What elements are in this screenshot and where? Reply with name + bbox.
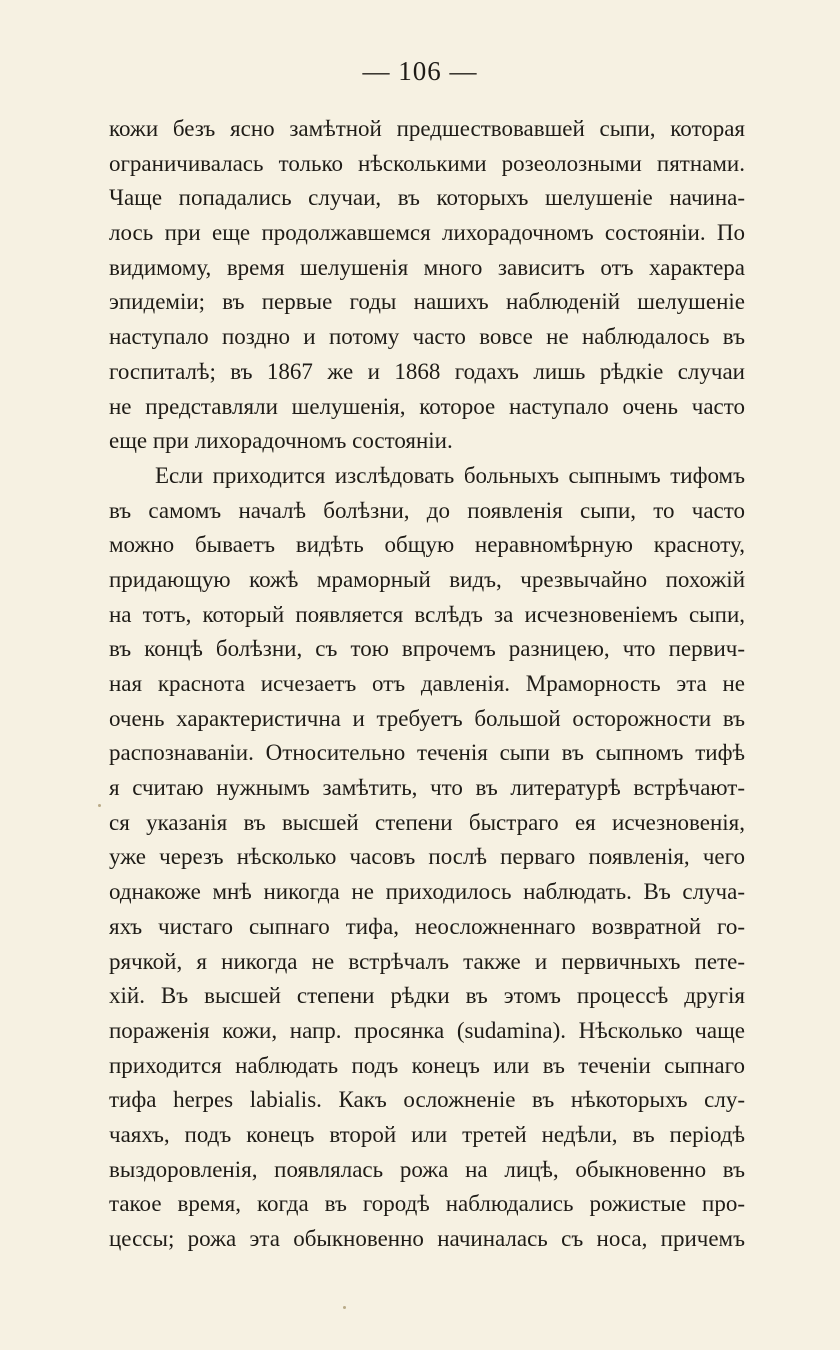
text-line: уже черезъ нѣсколько часовъ послѣ перваго появленія, чего bbox=[109, 844, 745, 870]
text-line: на тотъ, который появляется вслѣдъ за исчезновеніемъ сыпи, bbox=[109, 601, 745, 627]
text-line: выздоровленія, появлялась рожа на лицѣ, обыкновенно въ bbox=[109, 1156, 745, 1182]
paper-speck bbox=[98, 804, 101, 807]
text-line: наступало поздно и потому часто вовсе не наблюдалось въ bbox=[109, 324, 745, 350]
text-line: однакоже мнѣ никогда не приходилось наблюдать. Въ случа- bbox=[109, 879, 745, 905]
page-number: — 106 — bbox=[362, 56, 478, 86]
text-line: видимому, время шелушенія много зависитъ отъ характера bbox=[109, 254, 745, 280]
text-line: распознаваніи. Относительно теченія сыпи въ сыпномъ тифѣ bbox=[109, 740, 745, 766]
text-line: приходится наблюдать подъ конецъ или въ теченіи сыпнаго bbox=[109, 1052, 745, 1078]
text-line: ся указанія въ высшей степени быстраго ея исчезновенія, bbox=[109, 809, 745, 835]
body-text bbox=[109, 112, 745, 1257]
text-line: придающую кожѣ мраморный видъ, чрезвычайно похожій bbox=[109, 566, 745, 592]
text-line: эпидеміи; въ первые годы нашихъ наблюденій шелушеніе bbox=[109, 289, 745, 315]
text-line: лось при еще продолжавшемся лихорадочномъ состояніи. По bbox=[109, 220, 745, 246]
text-line: еще при лихорадочномъ состояніи. bbox=[109, 428, 453, 454]
paper-speck bbox=[343, 1306, 346, 1309]
text-line: чаяхъ, подъ конецъ второй или третей недѣли, въ періодѣ bbox=[109, 1121, 745, 1147]
text-line: цессы; рожа эта обыкновенно начиналась съ носа, причемъ bbox=[109, 1226, 745, 1251]
paragraph-1 bbox=[109, 112, 745, 459]
text-line: такое время, когда въ городѣ наблюдались рожистые про- bbox=[109, 1191, 745, 1217]
text-line: ная краснота исчезаетъ отъ давленія. Мраморность эта не bbox=[109, 671, 745, 696]
text-line: Если приходится изслѣдовать больныхъ сыпнымъ тифомъ bbox=[155, 462, 745, 488]
text-line: яхъ чистаго сыпнаго тифа, неосложненнаго возвратной го- bbox=[109, 913, 745, 939]
text-line: пораженія кожи, напр. просянка (sudamina). Нѣсколько чаще bbox=[109, 1017, 745, 1043]
text-line: Чаще попадались случаи, въ которыхъ шелушеніе начина- bbox=[109, 185, 745, 211]
text-line: можно бываетъ видѣть общую неравномѣрную красноту, bbox=[109, 532, 745, 558]
text-line: госпиталѣ; въ 1867 же и 1868 годахъ лишь рѣдкіе случаи bbox=[109, 358, 745, 384]
paragraph-2 bbox=[109, 459, 745, 1257]
text-line: не представляли шелушенія, которое наступало очень часто bbox=[109, 393, 745, 419]
text-line: очень характеристична и требуетъ большой осторожности въ bbox=[109, 705, 745, 731]
text-line: тифа herpes labialis. Какъ осложненіе въ нѣкоторыхъ слу- bbox=[109, 1087, 745, 1113]
text-line: я считаю нужнымъ замѣтить, что въ литературѣ встрѣчают- bbox=[109, 775, 745, 801]
text-line: рячкой, я никогда не встрѣчалъ также и первичныхъ пете- bbox=[109, 948, 745, 974]
text-line: ограничивалась только нѣсколькими розеолозными пятнами. bbox=[109, 150, 745, 176]
text-line: въ самомъ началѣ болѣзни, до появленія сыпи, то часто bbox=[109, 497, 745, 523]
text-line: хій. Въ высшей степени рѣдки въ этомъ процессѣ другія bbox=[109, 983, 745, 1009]
text-line: въ концѣ болѣзни, съ тою впрочемъ разницею, что первич- bbox=[109, 636, 745, 662]
text-line: кожи безъ ясно замѣтной предшествовавшей сыпи, которая bbox=[109, 116, 745, 141]
